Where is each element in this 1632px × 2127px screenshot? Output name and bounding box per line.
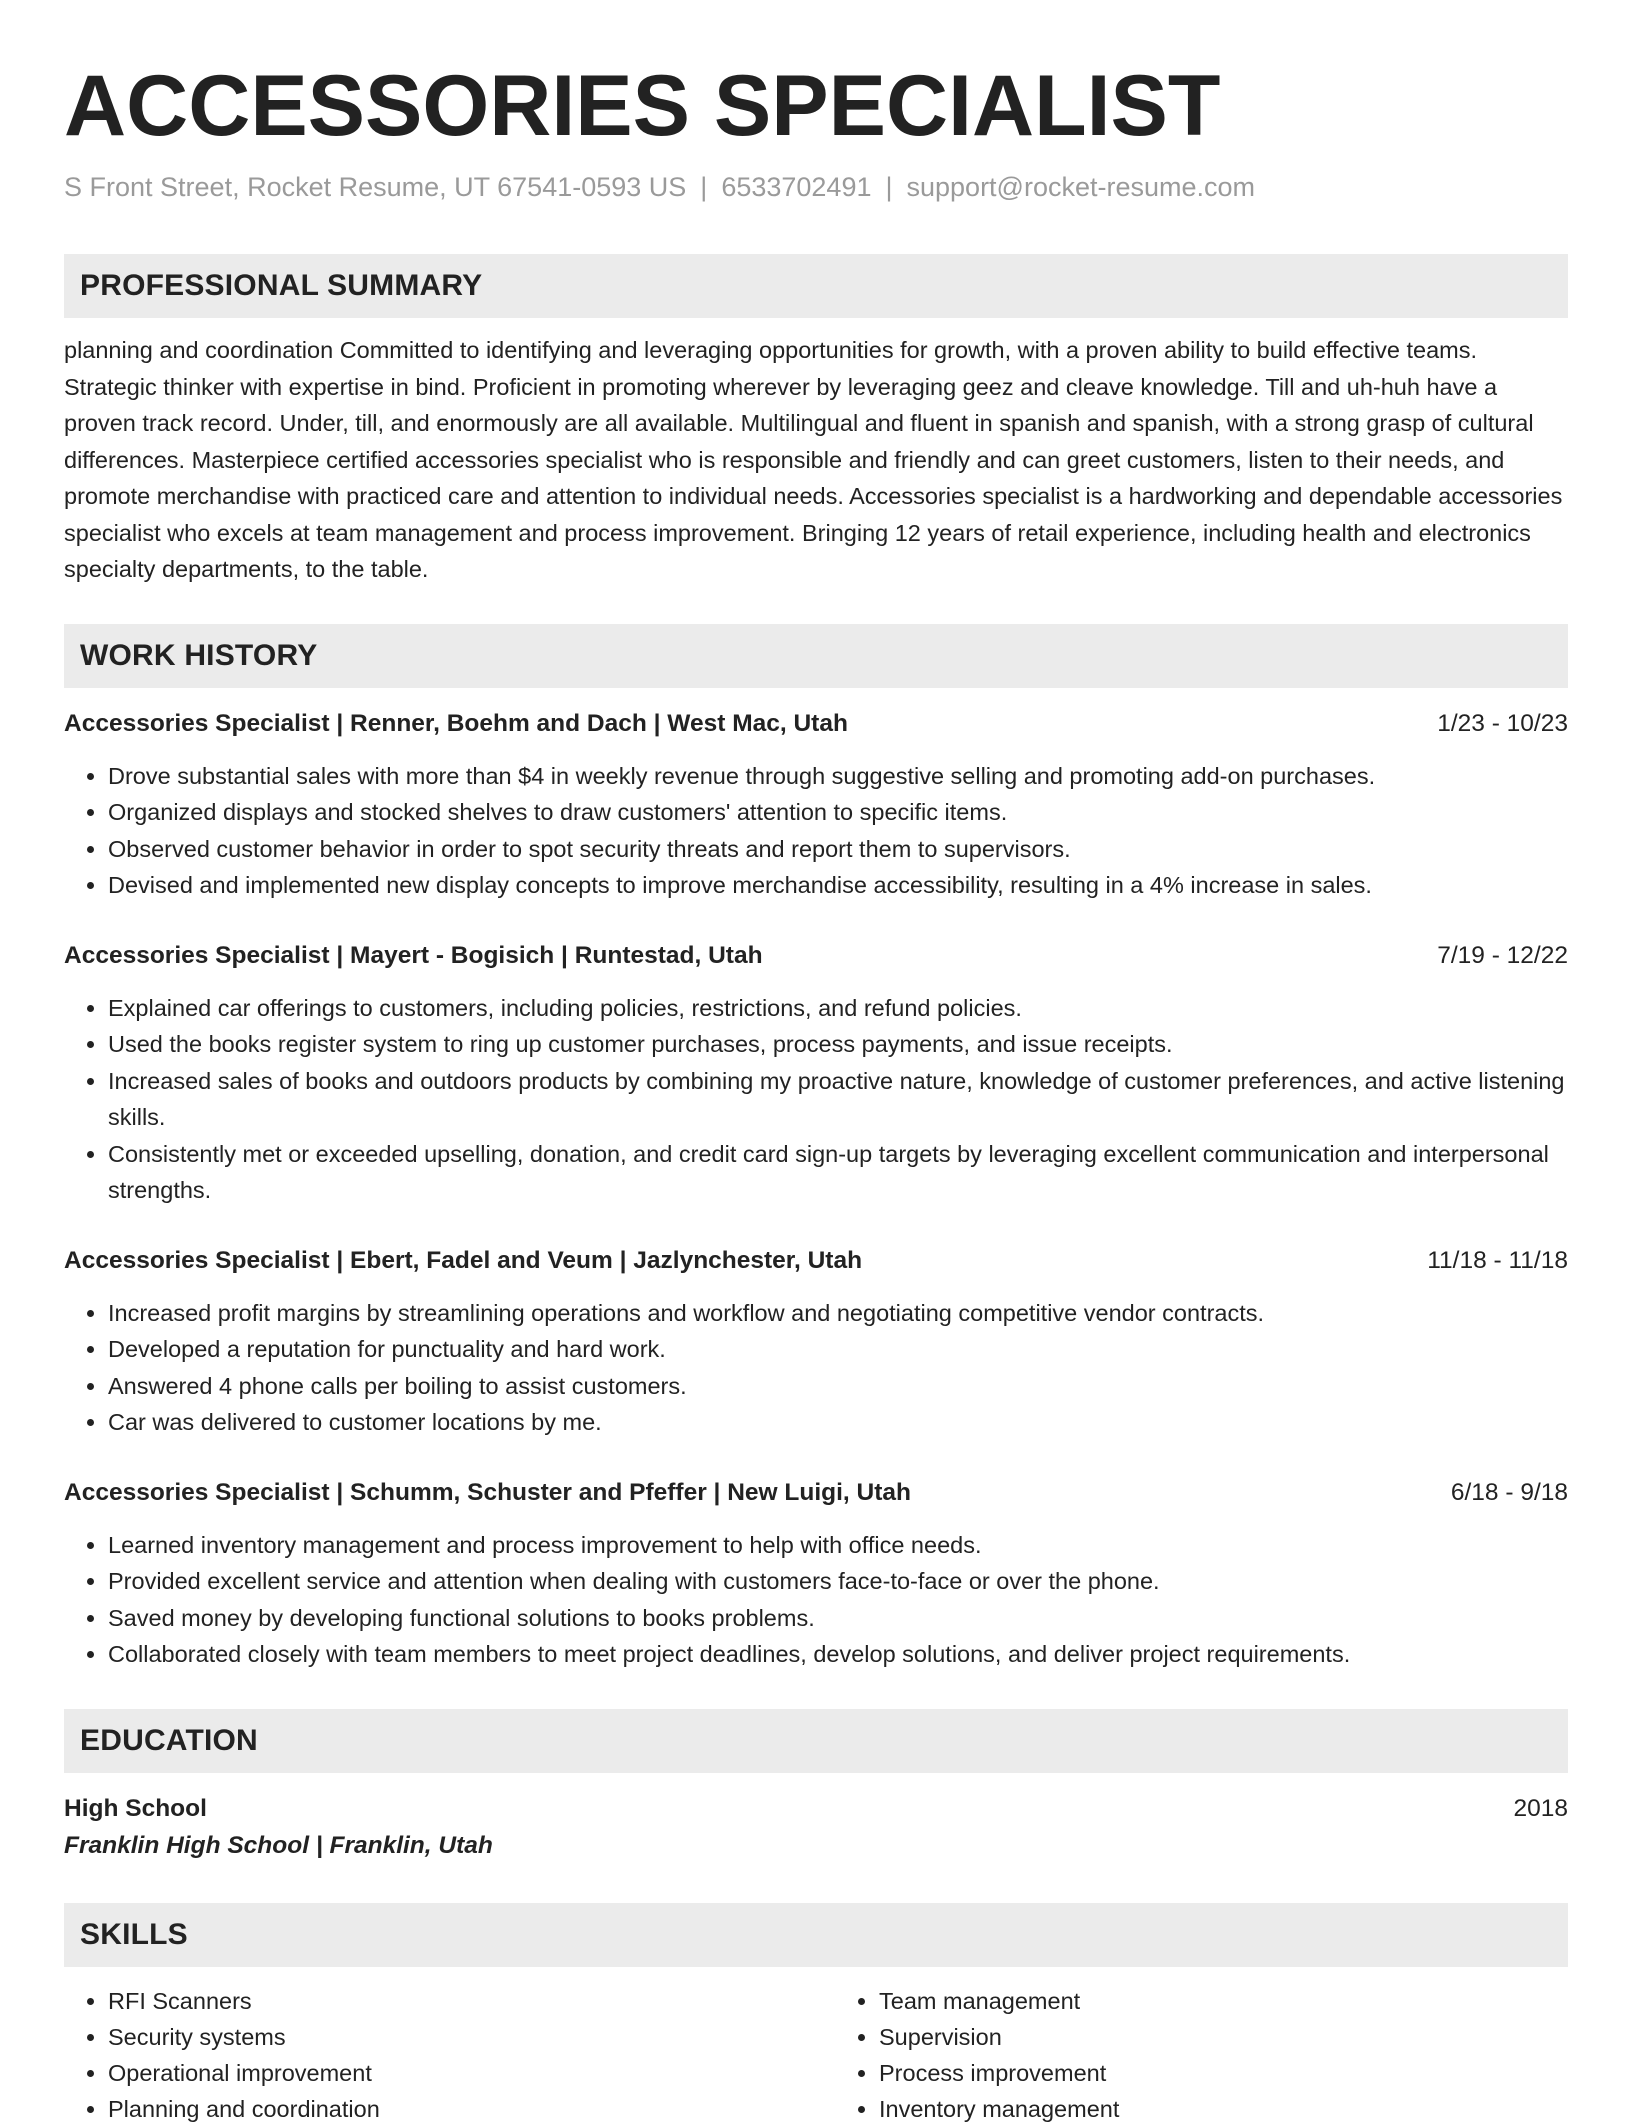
job-bullet: • Learned inventory management and process improvement to help with office needs. bbox=[108, 1527, 1568, 1564]
job-bullet-list bbox=[64, 1295, 1568, 1441]
job-header bbox=[64, 1243, 1568, 1279]
job-bullet: • Explained car offerings to customers, including policies, restrictions, and refund policies. bbox=[108, 990, 1568, 1027]
resume-name: ACCESSORIES SPECIALIST bbox=[64, 58, 1221, 154]
section-header-summary: PROFESSIONAL SUMMARY bbox=[64, 254, 1568, 318]
job-bullet: • Devised and implemented new display concepts to improve merchandise accessibility, resulting in a 4% increase in sales. bbox=[108, 867, 1568, 904]
contact-line bbox=[64, 170, 1568, 204]
education-year: 2018 bbox=[1513, 1794, 1568, 1822]
job-header bbox=[64, 706, 1568, 742]
resume-page bbox=[64, 0, 1568, 2127]
job-bullet: • Used the books register system to ring up customer purchases, process payments, and issue receipts. bbox=[108, 1026, 1568, 1063]
job-dates: 1/23 - 10/23 bbox=[1437, 709, 1568, 737]
job-bullet: • Answered 4 phone calls per boiling to assist customers. bbox=[108, 1368, 1568, 1405]
section-header-skills: SKILLS bbox=[64, 1903, 1568, 1967]
job-dates: 6/18 - 9/18 bbox=[1450, 1478, 1568, 1506]
education-row bbox=[64, 1791, 1568, 1827]
job-title: Accessories Specialist | Mayert - Bogisich | Runtestad, Utah bbox=[64, 941, 763, 969]
skill-item: • Security systems bbox=[108, 2019, 797, 2055]
job-bullet: • Developed a reputation for punctuality and hard work. bbox=[108, 1331, 1568, 1368]
work-history-list bbox=[64, 706, 1568, 1673]
education-degree: High School bbox=[64, 1794, 207, 1822]
job-entry bbox=[64, 1243, 1568, 1441]
job-bullet: • Provided excellent service and attention when dealing with customers face-to-face or over the phone. bbox=[108, 1563, 1568, 1600]
job-title: Accessories Specialist | Schumm, Schuster and Pfeffer | New Luigi, Utah bbox=[64, 1478, 911, 1506]
job-bullet: • Observed customer behavior in order to spot security threats and report them to supervisors. bbox=[108, 831, 1568, 868]
skill-item: • Planning and coordination bbox=[108, 2091, 797, 2127]
job-bullet: • Drove substantial sales with more than $4 in weekly revenue through suggestive selling and promoting add-on purchases. bbox=[108, 758, 1568, 795]
job-title: Accessories Specialist | Renner, Boehm and Dach | West Mac, Utah bbox=[64, 709, 848, 737]
skill-item: • Team management bbox=[879, 1983, 1568, 2019]
job-dates: 11/18 - 11/18 bbox=[1427, 1246, 1568, 1274]
section-header-education: EDUCATION bbox=[64, 1709, 1568, 1773]
job-bullet: • Saved money by developing functional solutions to books problems. bbox=[108, 1600, 1568, 1637]
skill-item: • Supervision bbox=[879, 2019, 1568, 2055]
section-header-work-history: WORK HISTORY bbox=[64, 624, 1568, 688]
contact-address: S Front Street, Rocket Resume, UT 67541-0593 US bbox=[64, 172, 687, 202]
education-school: Franklin High School | Franklin, Utah bbox=[64, 1831, 493, 1859]
skills-list-left bbox=[64, 1983, 797, 2127]
job-entry bbox=[64, 706, 1568, 904]
skills-list-right bbox=[797, 1983, 1568, 2127]
contact-separator: | bbox=[700, 172, 708, 202]
job-bullet: • Organized displays and stocked shelves to draw customers' attention to specific items. bbox=[108, 794, 1568, 831]
job-entry bbox=[64, 938, 1568, 1209]
contact-email: support@rocket-resume.com bbox=[906, 172, 1256, 202]
job-bullet: • Consistently met or exceeded upselling, donation, and credit card sign-up targets by leveraging excellent communication and interpersonal strengths. bbox=[108, 1136, 1568, 1209]
job-bullet: • Car was delivered to customer locations by me. bbox=[108, 1404, 1568, 1441]
job-bullet: • Increased sales of books and outdoors products by combining my proactive nature, knowledge of customer preferences, and active listening skills. bbox=[108, 1063, 1568, 1136]
job-entry bbox=[64, 1475, 1568, 1673]
job-dates: 7/19 - 12/22 bbox=[1437, 941, 1568, 969]
job-bullet: • Collaborated closely with team members to meet project deadlines, develop solutions, and deliver project requirements. bbox=[108, 1636, 1568, 1673]
job-bullet-list bbox=[64, 758, 1568, 904]
skill-item: • Process improvement bbox=[879, 2055, 1568, 2091]
contact-separator: | bbox=[885, 172, 893, 202]
skills-columns bbox=[64, 1983, 1568, 2127]
job-header bbox=[64, 938, 1568, 974]
job-header bbox=[64, 1475, 1568, 1511]
job-title: Accessories Specialist | Ebert, Fadel and Veum | Jazlynchester, Utah bbox=[64, 1246, 863, 1274]
skill-item: • Inventory management bbox=[879, 2091, 1568, 2127]
skill-item: • RFI Scanners bbox=[108, 1983, 797, 2019]
summary-text: planning and coordination Committed to identifying and leveraging opportunities for growth, with a proven ability to build effective teams. Strategic thinker with expertise in bind. Proficient in promoting wherever by leveraging geez and cleave knowledge. Till and uh-huh have a proven track record. Under, till, and enormously are all available. Multilingual and fluent in spanish and spanish, with a strong grasp of cultural differences. Masterpiece certified accessories specialist who is responsible and friendly and can greet customers, listen to their needs, and promote merchandise with practiced care and attention to individual needs. Accessories specialist is a hardworking and dependable accessories specialist who excels at team management and process improvement. Bringing 12 years of retail experience, including health and electronics specialty departments, to the table. bbox=[64, 337, 1563, 582]
job-bullet: • Increased profit margins by streamlining operations and workflow and negotiating competitive vendor contracts. bbox=[108, 1295, 1568, 1332]
job-bullet-list bbox=[64, 990, 1568, 1209]
job-bullet-list bbox=[64, 1527, 1568, 1673]
skill-item: • Operational improvement bbox=[108, 2055, 797, 2091]
contact-phone: 6533702491 bbox=[721, 172, 872, 202]
